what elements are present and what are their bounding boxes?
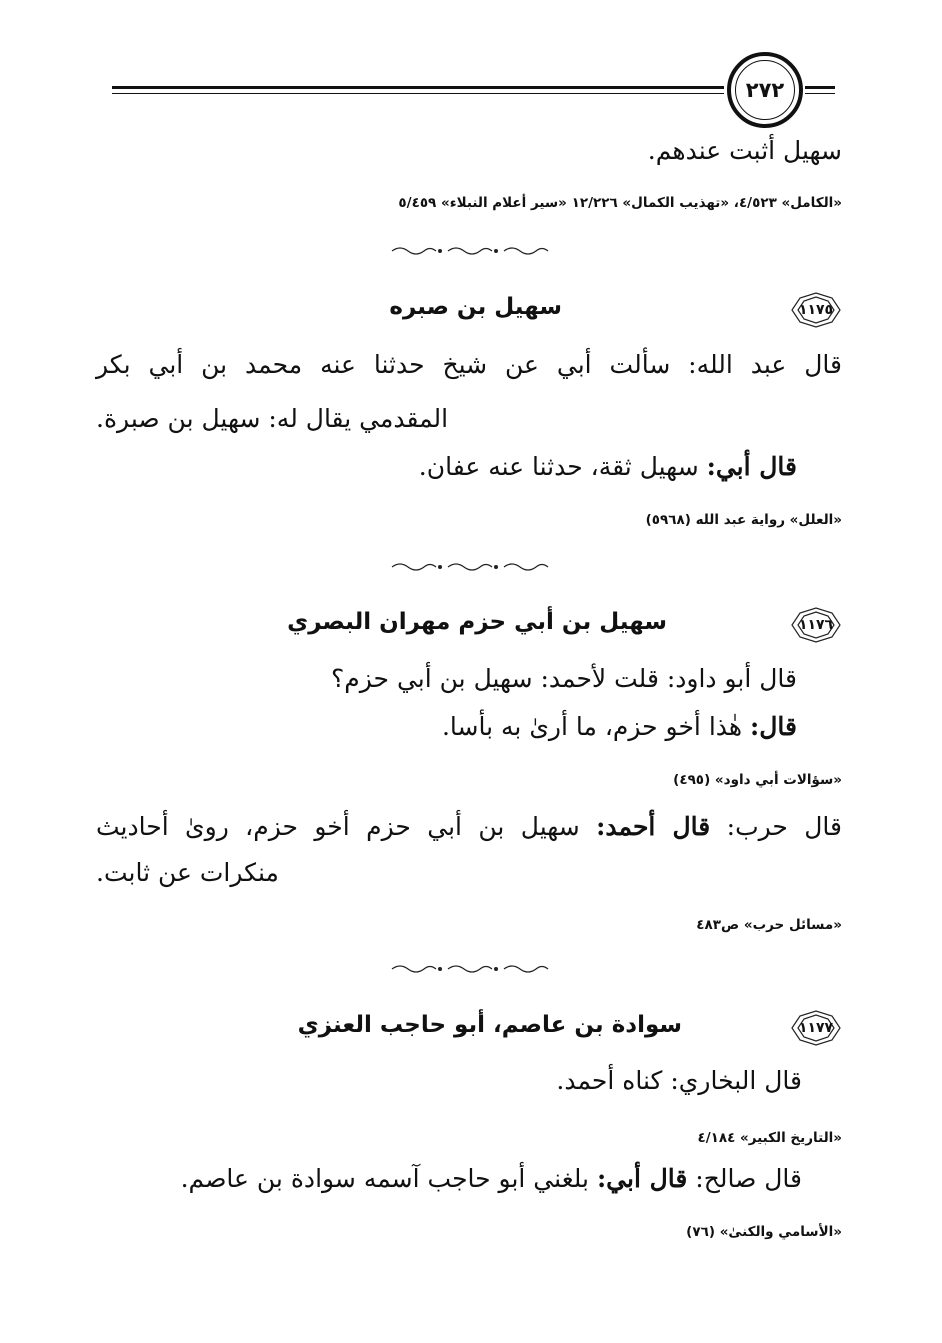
ornament-divider: [388, 560, 554, 574]
entry-number-badge: [786, 605, 846, 645]
intro-text: سهيل أثبت عندهم.: [647, 136, 842, 165]
entry-number: ١١٧٦: [798, 617, 834, 633]
entry-source: «التاريخ الكبير» ٤/١٨٤: [697, 1130, 842, 1146]
intro-source: «الكامل» ٤/٥٢٣، «تهذيب الكمال» ١٢/٢٢٦ «سير أعلام النبلاء» ٥/٤٥٩: [398, 195, 842, 211]
entry-source: «مسائل حرب» ص٤٨٣: [696, 917, 842, 933]
entry-number: ١١٧٥: [798, 302, 834, 318]
entry-source: «العلل» رواية عبد الله (٥٩٦٨): [645, 512, 842, 528]
entry-number: ١١٧٧: [798, 1020, 834, 1036]
ornament-divider: [388, 244, 554, 258]
entry-text-line: منكرات عن ثابت.: [96, 858, 279, 887]
ornament-divider: [388, 962, 554, 976]
page-number: ٢٧٢: [745, 78, 785, 102]
entry-text-line: قال أبو داود: قلت لأحمد: سهيل بن أبي حزم؟: [331, 664, 797, 693]
entry-source: «الأسامي والكنىٰ» (٧٦): [686, 1224, 842, 1240]
entry-source: «سؤالات أبي داود» (٤٩٥): [673, 772, 842, 788]
entry-text-line: قال صالح: قال أبي: بلغني أبو حاجب آسمه سوادة بن عاصم.: [180, 1164, 802, 1193]
entry-text-line: قال أبي: سهيل ثقة، حدثنا عنه عفان.: [418, 452, 797, 481]
entry-text-line: المقدمي يقال له: سهيل بن صبرة.: [96, 404, 449, 433]
entry-text-line: قال حرب: قال أحمد: سهيل بن أبي حزم أخو حزم، روىٰ أحاديث: [96, 812, 842, 841]
header-rule-thin: [112, 93, 724, 94]
page-number-badge: [727, 52, 803, 128]
header-rule-thick: [112, 86, 724, 89]
entry-number-badge: [786, 1008, 846, 1048]
entry-title: سهيل بن صبره: [389, 294, 562, 320]
entry-text-line: قال البخاري: كناه أحمد.: [556, 1066, 802, 1095]
header-rule-right-thick: [805, 86, 835, 89]
entry-text-line: قال: هٰذا أخو حزم، ما أرىٰ به بأسا.: [441, 712, 797, 741]
entry-title: سهيل بن أبي حزم مهران البصري: [287, 609, 667, 635]
header-rule-right-thin: [805, 93, 835, 94]
entry-text-line: قال عبد الله: سألت أبي عن شيخ حدثنا عنه محمد بن أبي بكر: [96, 350, 842, 379]
entry-number-badge: [786, 290, 846, 330]
entry-title: سوادة بن عاصم، أبو حاجب العنزي: [297, 1012, 682, 1038]
